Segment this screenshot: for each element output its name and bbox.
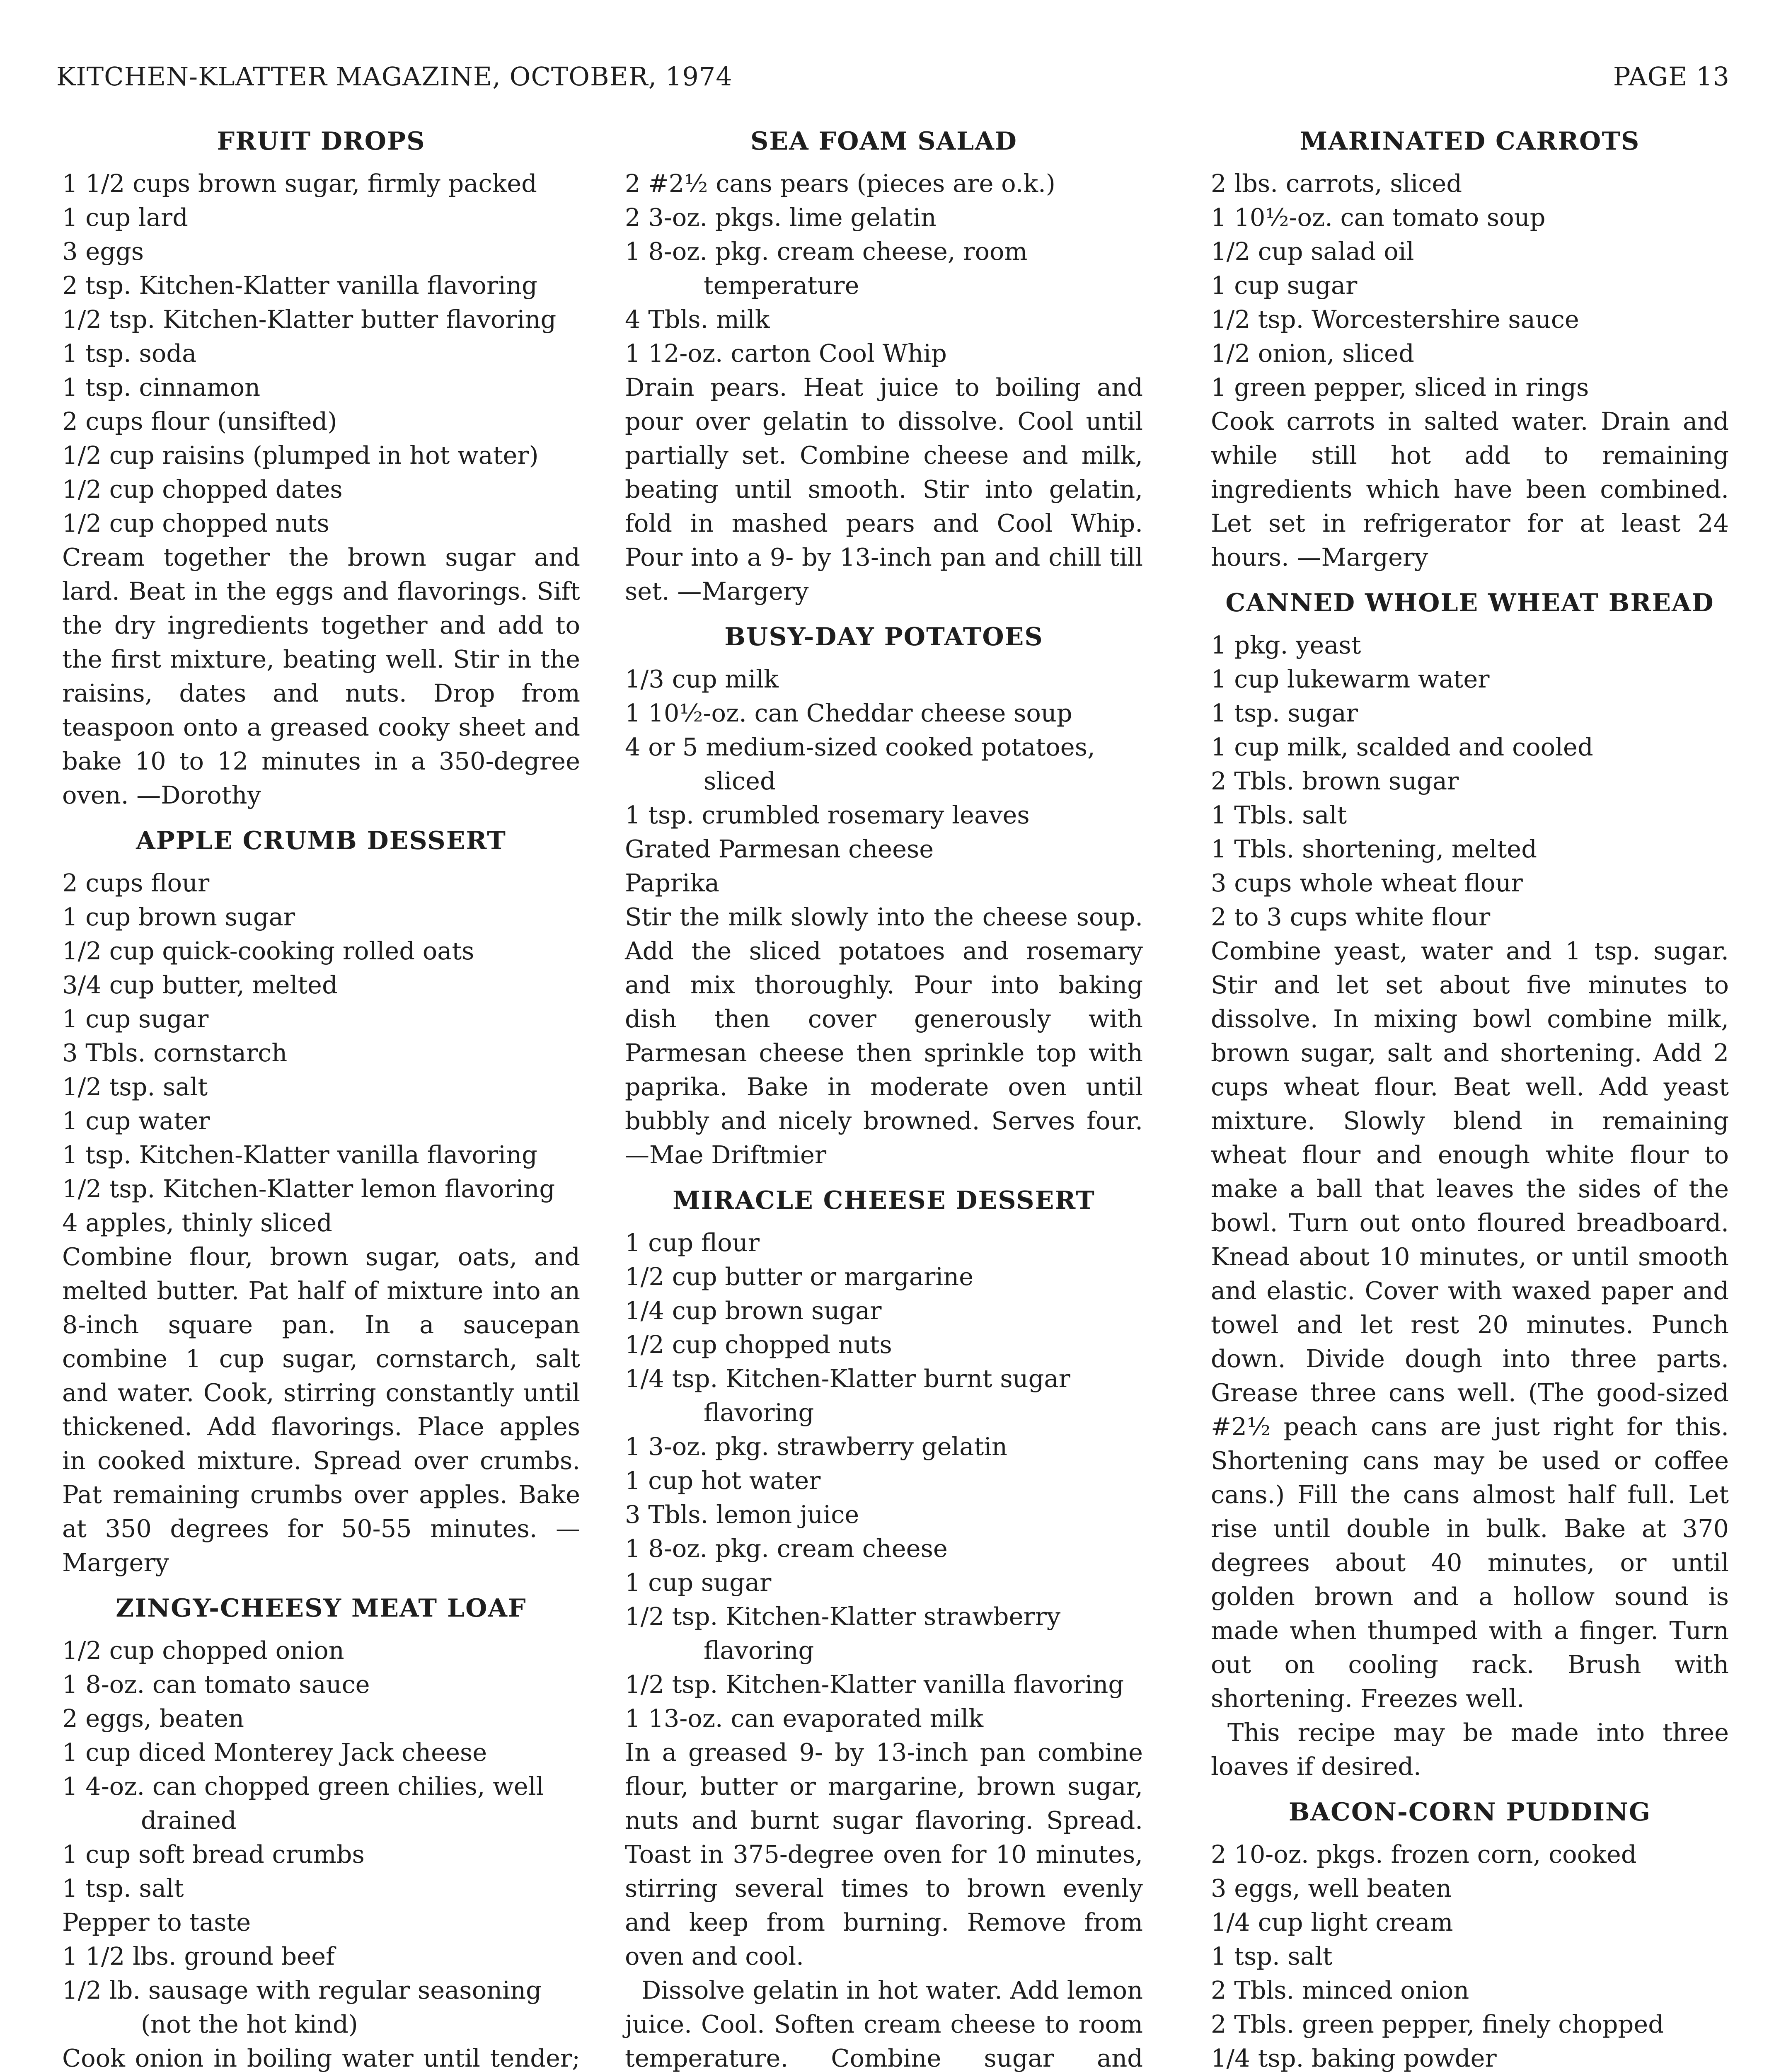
recipe (62, 124, 580, 812)
ingredient: 1 cup soft bread crumbs (62, 1840, 365, 1869)
ingredient-list (1211, 1837, 1729, 2072)
ingredient: 1 10½-oz. can Cheddar cheese soup (625, 699, 1072, 727)
ingredient: 1 cup brown sugar (62, 903, 295, 931)
ingredient: 2 3-oz. pkgs. lime gelatin (625, 203, 937, 232)
instructions-paragraph: Cream together the brown sugar and lard. Beat in the eggs and flavorings. Sift the dry ingredients together and add to the first mixture, beating well. Stir in the raisins, dates and nuts. Drop from teaspoon onto a greased cooky sheet and bake 10 to 12 minutes in a 350-degree oven. —Dorothy (62, 543, 580, 809)
ingredient: 2 #2½ cans pears (pieces are o.k.) (625, 169, 1055, 198)
ingredient-list (625, 662, 1143, 900)
ingredient: 1 Tbls. shortening, melted (1211, 835, 1537, 863)
ingredient: 1/2 tsp. Kitchen-Klatter lemon flavoring (62, 1174, 555, 1203)
ingredient: 1 cup sugar (62, 1005, 209, 1033)
magazine-title: KITCHEN-KLATTER MAGAZINE, OCTOBER, 1974 (56, 61, 733, 92)
ingredient: 1 8-oz. can tomato sauce (62, 1670, 370, 1699)
ingredient: 1/2 tsp. salt (62, 1072, 208, 1101)
ingredient: 1/2 cup quick-cooking rolled oats (62, 937, 474, 965)
recipe (625, 620, 1143, 1172)
ingredient: 2 cups flour (62, 869, 210, 897)
ingredient: Paprika (625, 869, 719, 897)
ingredient: 1 tsp. soda (62, 339, 197, 368)
instructions-paragraph: In a greased 9- by 13-inch pan combine flour, butter or margarine, brown sugar, nuts and burnt sugar flavoring. Spread. Toast in 375-degree oven for 10 minutes, stirring several times to brown evenly and keep from burning. Remove from oven and cool. (625, 1738, 1143, 1970)
ingredient: 2 cups flour (unsifted) (62, 407, 337, 436)
ingredient: 3/4 cup butter, melted (62, 971, 338, 999)
column-1 (62, 124, 580, 2072)
page-number: PAGE 13 (1613, 61, 1730, 92)
ingredient: Pepper to taste (62, 1908, 251, 1936)
ingredient: 1 cup diced Monterey Jack cheese (62, 1738, 487, 1767)
ingredient-list (625, 1226, 1143, 1736)
ingredient: 1 cup lard (62, 203, 188, 232)
ingredient: Grated Parmesan cheese (625, 835, 934, 863)
ingredient: 1/4 tsp. baking powder (1211, 2044, 1497, 2072)
instructions-paragraph: Dissolve gelatin in hot water. Add lemon juice. Cool. Soften cream cheese to room temperature. Combine sugar and (625, 1976, 1143, 2072)
ingredient: 4 apples, thinly sliced (62, 1208, 332, 1237)
ingredient: 1 cup sugar (625, 1568, 772, 1597)
instructions-paragraph: Cook onion in boiling water until tender; (62, 2044, 580, 2072)
ingredient: 1/4 cup brown sugar (625, 1296, 882, 1325)
ingredient: 2 Tbls. brown sugar (1211, 767, 1459, 795)
ingredient: 1 Tbls. salt (1211, 801, 1347, 829)
ingredient: 1 tsp. Kitchen-Klatter vanilla flavoring (62, 1140, 537, 1169)
ingredient: 3 cups whole wheat flour (1211, 869, 1523, 897)
ingredient: 3 Tbls. lemon juice (625, 1500, 859, 1529)
ingredient-list (62, 1634, 580, 2041)
ingredient: 1 13-oz. can evaporated milk (625, 1704, 984, 1733)
ingredient-list (1211, 628, 1729, 934)
ingredient: 2 lbs. carrots, sliced (1211, 169, 1462, 198)
ingredient: 1 tsp. cinnamon (62, 373, 261, 402)
ingredient: 1 8-oz. pkg. cream cheese (625, 1534, 948, 1563)
ingredient: 1/2 tsp. Worcestershire sauce (1211, 305, 1579, 334)
recipe (1211, 124, 1729, 574)
ingredient: 2 tsp. Kitchen-Klatter vanilla flavoring (62, 271, 537, 300)
ingredient: 2 eggs, beaten (62, 1704, 244, 1733)
ingredient: 1 tsp. salt (1211, 1942, 1333, 1970)
ingredient: 1/2 cup chopped nuts (62, 509, 329, 537)
ingredient: 1/2 cup butter or margarine (625, 1262, 974, 1291)
ingredient: 1 pkg. yeast (1211, 631, 1361, 659)
ingredient: 1 12-oz. carton Cool Whip (625, 339, 947, 368)
ingredient: 1/2 cup raisins (plumped in hot water) (62, 441, 539, 470)
ingredient: 4 or 5 medium-sized cooked potatoes, sliced (625, 733, 1095, 795)
ingredient: 1/2 onion, sliced (1211, 339, 1414, 368)
ingredient: 1/2 tsp. Kitchen-Klatter vanilla flavoring (625, 1670, 1124, 1699)
ingredient: 1 tsp. crumbled rosemary leaves (625, 801, 1030, 829)
ingredient: 1 tsp. sugar (1211, 699, 1358, 727)
ingredient: 1/2 tsp. Kitchen-Klatter butter flavoring (62, 305, 557, 334)
ingredient: 1 cup sugar (1211, 271, 1358, 300)
ingredient: 1 tsp. salt (62, 1874, 184, 1903)
ingredient-list (625, 167, 1143, 370)
ingredient: 1 cup water (62, 1106, 210, 1135)
ingredient-list (62, 866, 580, 1240)
ingredient: 3 eggs, well beaten (1211, 1874, 1452, 1903)
ingredient: 3 Tbls. cornstarch (62, 1038, 288, 1067)
ingredient-list (62, 167, 580, 540)
recipe-title: FRUIT DROPS (217, 127, 426, 156)
page-header (56, 61, 1730, 99)
recipe-title: BUSY-DAY POTATOES (724, 622, 1043, 651)
recipe-title: MARINATED CARROTS (1300, 127, 1640, 156)
instructions-paragraph: This recipe may be made into three loaves if desired. (1211, 1718, 1729, 1781)
recipe (1211, 1795, 1729, 2072)
ingredient: 2 Tbls. minced onion (1211, 1976, 1469, 2004)
instructions-paragraph: Stir the milk slowly into the cheese soup. Add the sliced potatoes and rosemary and mix thoroughly. Pour into baking dish then cover generously with Parmesan cheese then sprinkle top with paprika. Bake in moderate oven until bubbly and nicely browned. Serves four. —Mae Driftmier (625, 903, 1143, 1169)
ingredient: 1 10½-oz. can tomato soup (1211, 203, 1546, 232)
recipe-title: BACON-CORN PUDDING (1288, 1798, 1651, 1827)
recipe (62, 1591, 580, 2072)
ingredient: 1 3-oz. pkg. strawberry gelatin (625, 1432, 1008, 1461)
ingredient: 3 eggs (62, 237, 144, 266)
ingredient: 4 Tbls. milk (625, 305, 770, 334)
ingredient: 1 green pepper, sliced in rings (1211, 373, 1589, 402)
column-2 (625, 124, 1143, 2072)
instructions-paragraph: Drain pears. Heat juice to boiling and pour over gelatin to dissolve. Cool until partially set. Combine cheese and milk, beating until smooth. Stir into gelatin, fold in mashed pears and Cool Whip. Pour into a 9- by 13-inch pan and chill till set. —Margery (625, 373, 1143, 605)
ingredient: 2 Tbls. green pepper, finely chopped (1211, 2010, 1664, 2038)
instructions-paragraph: Combine flour, brown sugar, oats, and melted butter. Pat half of mixture into an 8-inch square pan. In a saucepan combine 1 cup sugar, cornstarch, salt and water. Cook, stirring constantly until thickened. Add flavorings. Place apples in cooked mixture. Spread over crumbs. Pat remaining crumbs over apples. Bake at 350 degrees for 50-55 minutes. —Margery (62, 1242, 580, 1577)
ingredient: 2 10-oz. pkgs. frozen corn, cooked (1211, 1840, 1637, 1869)
ingredient: 1 8-oz. pkg. cream cheese, room temperature (625, 237, 1028, 300)
recipe-title: ZINGY-CHEESY MEAT LOAF (116, 1594, 527, 1623)
recipe-title: SEA FOAM SALAD (750, 127, 1017, 156)
ingredient: 1/2 cup chopped dates (62, 475, 343, 503)
recipe-title: APPLE CRUMB DESSERT (136, 826, 506, 855)
recipe (1211, 586, 1729, 1784)
ingredient: 1/2 cup chopped onion (62, 1636, 344, 1665)
ingredient: 1 cup lukewarm water (1211, 665, 1490, 693)
ingredient: 1/2 cup salad oil (1211, 237, 1414, 266)
ingredient: 1/4 cup light cream (1211, 1908, 1453, 1936)
ingredient: 2 to 3 cups white flour (1211, 903, 1491, 931)
ingredient: 1 cup flour (625, 1228, 760, 1257)
ingredient: 1 1/2 lbs. ground beef (62, 1942, 335, 1970)
instructions-paragraph: Cook carrots in salted water. Drain and while still hot add to remaining ingredients which have been combined. Let set in refrigerator for at least 24 hours. —Margery (1211, 407, 1729, 571)
ingredient: 1 cup hot water (625, 1466, 821, 1495)
ingredient: 1/2 lb. sausage with regular seasoning (not the hot kind) (62, 1976, 542, 2038)
ingredient: 1/4 tsp. Kitchen-Klatter burnt sugar flavoring (625, 1364, 1070, 1427)
ingredient: 1 cup milk, scalded and cooled (1211, 733, 1593, 761)
ingredient-list (1211, 167, 1729, 404)
recipe (625, 1184, 1143, 2072)
recipe (625, 124, 1143, 608)
recipe-title: CANNED WHOLE WHEAT BREAD (1225, 588, 1714, 617)
instructions-paragraph: Combine yeast, water and 1 tsp. sugar. Stir and let set about five minutes to dissolve. In mixing bowl combine milk, brown sugar, salt and shortening. Add 2 cups wheat flour. Beat well. Add yeast mixture. Slowly blend in remaining wheat flour and enough white flour to make a ball that leaves the sides of the bowl. Turn out onto floured breadboard. Knead about 10 minutes, or until smooth and elastic. Cover with waxed paper and towel and let rest 20 minutes. Punch down. Divide dough into three parts. Grease three cans well. (The good-sized #2½ peach cans are just right for this. Shortening cans may be used or coffee cans.) Fill the cans almost half full. Let rise until double in bulk. Bake at 370 degrees about 40 minutes, or until golden brown and a hollow sound is made when thumped with a finger. Turn out on cooling rack. Brush with shortening. Freezes well. (1211, 937, 1729, 1713)
ingredient: 1/2 tsp. Kitchen-Klatter strawberry flavoring (625, 1602, 1061, 1665)
column-3 (1211, 124, 1729, 2072)
ingredient: 1 4-oz. can chopped green chilies, well drained (62, 1772, 544, 1835)
recipe (62, 824, 580, 1580)
recipe-title: MIRACLE CHEESE DESSERT (673, 1186, 1095, 1215)
ingredient: 1/3 cup milk (625, 665, 779, 693)
ingredient: 1 1/2 cups brown sugar, firmly packed (62, 169, 537, 198)
ingredient: 1/2 cup chopped nuts (625, 1330, 892, 1359)
